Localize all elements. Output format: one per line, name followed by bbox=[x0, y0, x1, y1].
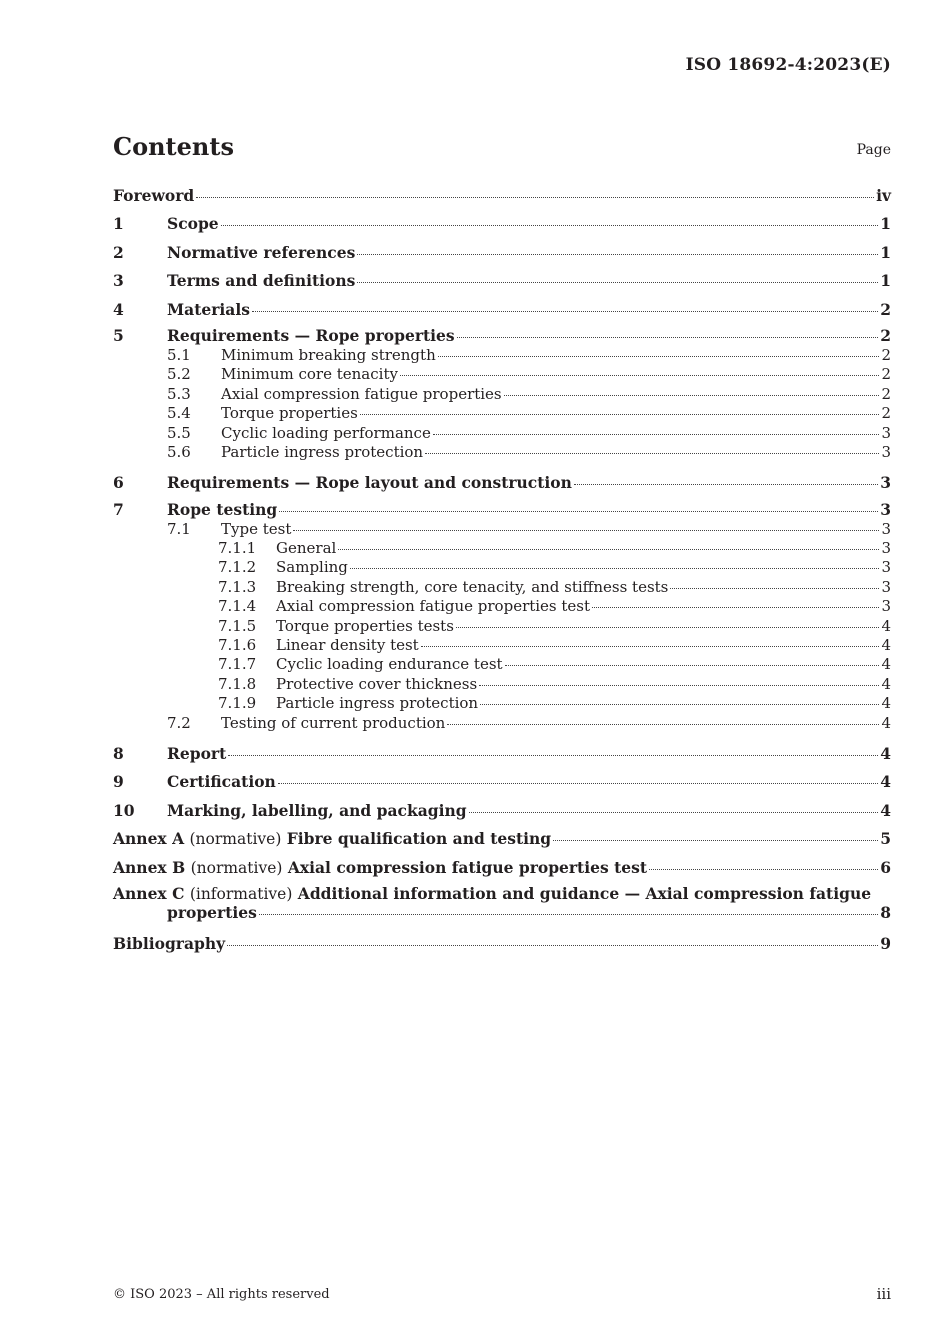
dot-leader bbox=[425, 453, 879, 454]
toc-entry-title-cont: properties bbox=[167, 903, 257, 923]
toc-entry-7-1-9[interactable] bbox=[113, 694, 891, 713]
page-column-label: Page bbox=[856, 142, 891, 158]
toc-entry-7-1-5[interactable] bbox=[113, 617, 891, 636]
toc-entry-page: 3 bbox=[880, 499, 891, 519]
toc-entry-title: Axial compression fatigue properties test bbox=[287, 857, 648, 877]
toc-entry-number: 7.1.1 bbox=[218, 539, 257, 558]
toc-entry-page: 4 bbox=[880, 800, 891, 820]
document-code: ISO 18692-4:2023(E) bbox=[685, 55, 891, 75]
annex-label bbox=[113, 856, 647, 880]
toc-entry-page: 4 bbox=[880, 743, 891, 763]
toc-entry-rope-testing[interactable] bbox=[113, 500, 891, 520]
dot-leader bbox=[221, 225, 879, 226]
toc-entry-number: 7.1.7 bbox=[218, 655, 257, 674]
toc-entry-number: 7 bbox=[113, 499, 124, 519]
toc-entry-number: 5.4 bbox=[167, 404, 191, 423]
toc-entry-title: Certification bbox=[167, 772, 276, 792]
toc-entry-page: 4 bbox=[881, 694, 891, 713]
toc-entry-number: 7.1 bbox=[167, 519, 191, 538]
annex-label bbox=[113, 827, 551, 851]
dot-leader bbox=[505, 665, 880, 666]
toc-entry-title: Sampling bbox=[276, 558, 348, 577]
toc-entry-page: 2 bbox=[881, 365, 891, 384]
toc-entry-number: 7.1.9 bbox=[218, 694, 257, 713]
toc-entry-number: 10 bbox=[113, 800, 135, 820]
toc-entry-page: 3 bbox=[881, 577, 891, 596]
dot-leader bbox=[293, 530, 879, 531]
toc-entry-title: Normative references bbox=[167, 242, 356, 262]
toc-entry-page: 4 bbox=[880, 772, 891, 792]
toc-entry-7-1-7[interactable] bbox=[113, 655, 891, 674]
toc-entry-title: Type test bbox=[221, 519, 292, 538]
toc-entry-title: Additional information and guidance — Axial compression fatigue bbox=[297, 883, 872, 903]
toc-entry-scope[interactable] bbox=[113, 212, 891, 240]
toc-entry-title: Cyclic loading performance bbox=[221, 423, 431, 442]
toc-entry-bibliography[interactable] bbox=[113, 932, 891, 960]
dot-leader bbox=[433, 434, 880, 435]
toc-entry-title: Report bbox=[167, 743, 227, 763]
toc-entry-7-1-1[interactable] bbox=[113, 539, 891, 558]
toc-entry-title: Foreword bbox=[113, 186, 195, 205]
dot-leader bbox=[479, 685, 879, 686]
dot-leader bbox=[457, 337, 879, 338]
toc-entry-7-1-8[interactable] bbox=[113, 675, 891, 694]
dot-leader bbox=[447, 724, 879, 725]
toc-entry-foreword[interactable] bbox=[113, 184, 891, 212]
toc-entry-materials[interactable] bbox=[113, 298, 891, 326]
dot-leader bbox=[670, 588, 879, 589]
dot-leader bbox=[480, 704, 879, 705]
dot-leader bbox=[252, 311, 878, 312]
toc-entry-number: 5 bbox=[113, 325, 124, 345]
toc-entry-page: 4 bbox=[881, 636, 891, 655]
toc-entry-title: Axial compression fatigue properties test bbox=[276, 597, 591, 616]
toc-entry-report[interactable] bbox=[113, 742, 891, 770]
toc-entry-number: 3 bbox=[113, 271, 124, 291]
toc-entry-7-1[interactable] bbox=[113, 520, 891, 539]
toc-entry-page: 2 bbox=[881, 404, 891, 423]
dot-leader bbox=[259, 914, 878, 915]
toc-entry-title: Scope bbox=[167, 214, 219, 234]
toc-entry-page: 1 bbox=[880, 242, 891, 262]
toc-entry-marking[interactable] bbox=[113, 799, 891, 827]
dot-leader bbox=[574, 484, 878, 485]
toc-entry-page: 4 bbox=[881, 616, 891, 635]
toc-entry-title: Bibliography bbox=[113, 933, 226, 953]
contents-title: Contents bbox=[113, 132, 234, 161]
toc-entry-number: 4 bbox=[113, 299, 124, 319]
toc-entry-annex-a[interactable] bbox=[113, 827, 891, 855]
toc-entry-title: Minimum breaking strength bbox=[221, 345, 436, 364]
toc-entry-title: Terms and definitions bbox=[167, 271, 356, 291]
toc-entry-title: Linear density test bbox=[276, 636, 419, 655]
toc-entry-number: 5.6 bbox=[167, 442, 191, 461]
toc-entry-number: 1 bbox=[113, 214, 124, 234]
toc-entry-page: 3 bbox=[881, 558, 891, 577]
dot-leader bbox=[357, 254, 878, 255]
toc-entry-title: Fibre qualification and testing bbox=[286, 829, 552, 849]
table-of-contents bbox=[113, 184, 891, 960]
toc-entry-number: 2 bbox=[113, 242, 124, 262]
toc-entry-title: Minimum core tenacity bbox=[221, 365, 398, 384]
toc-entry-5-3[interactable] bbox=[113, 385, 891, 404]
dot-leader bbox=[469, 812, 879, 813]
dot-leader bbox=[438, 356, 880, 357]
annex-kind: (informative) bbox=[189, 884, 293, 903]
toc-entry-title: Testing of current production bbox=[221, 713, 446, 732]
page-number: iii bbox=[876, 1285, 891, 1303]
toc-entry-number: 9 bbox=[113, 772, 124, 792]
dot-leader bbox=[228, 755, 878, 756]
toc-entry-title: Requirements — Rope layout and construction bbox=[167, 473, 572, 493]
toc-entry-title: Marking, labelling, and packaging bbox=[167, 800, 467, 820]
toc-entry-number: 7.1.2 bbox=[218, 558, 257, 577]
dot-leader bbox=[357, 282, 878, 283]
toc-entry-number: 7.1.8 bbox=[218, 674, 257, 693]
dot-leader bbox=[227, 945, 878, 946]
toc-entry-page: 2 bbox=[880, 299, 891, 319]
dot-leader bbox=[279, 511, 878, 512]
dot-leader bbox=[338, 549, 879, 550]
annex-kind: (normative) bbox=[189, 830, 282, 849]
copyright-notice: © ISO 2023 – All rights reserved bbox=[113, 1287, 330, 1302]
toc-entry-title: Rope testing bbox=[167, 499, 278, 519]
toc-entry-page: 3 bbox=[881, 423, 891, 442]
toc-entry-annex-c[interactable] bbox=[113, 884, 891, 932]
toc-entry-page: 1 bbox=[880, 271, 891, 291]
toc-entry-number: 8 bbox=[113, 743, 124, 763]
dot-leader bbox=[504, 395, 880, 396]
annex-tag: Annex B bbox=[113, 857, 186, 877]
toc-entry-page: 2 bbox=[881, 384, 891, 403]
dot-leader bbox=[592, 607, 879, 608]
toc-entry-page: 3 bbox=[880, 473, 891, 493]
toc-entry-page: 4 bbox=[881, 674, 891, 693]
toc-entry-number: 7.1.6 bbox=[218, 636, 257, 655]
toc-entry-terms-and-definitions[interactable] bbox=[113, 269, 891, 297]
toc-entry-number: 7.1.3 bbox=[218, 577, 257, 596]
toc-entry-number: 5.5 bbox=[167, 423, 191, 442]
toc-entry-page: 5 bbox=[880, 829, 891, 849]
contents-heading-row bbox=[113, 132, 891, 164]
dot-leader bbox=[456, 627, 880, 628]
dot-leader bbox=[360, 414, 880, 415]
toc-entry-5-4[interactable] bbox=[113, 404, 891, 423]
toc-entry-annex-b[interactable] bbox=[113, 856, 891, 884]
toc-entry-number: 7.1.5 bbox=[218, 616, 257, 635]
toc-entry-title: Protective cover thickness bbox=[276, 674, 478, 693]
toc-entry-page: 1 bbox=[880, 214, 891, 234]
toc-entry-page: iv bbox=[876, 186, 891, 205]
toc-entry-number: 6 bbox=[113, 473, 124, 493]
dot-leader bbox=[553, 840, 878, 841]
toc-entry-title: General bbox=[276, 539, 337, 558]
toc-entry-rope-layout[interactable] bbox=[113, 471, 891, 499]
toc-entry-title: Axial compression fatigue properties bbox=[221, 384, 502, 403]
toc-entry-title: Torque properties tests bbox=[276, 616, 454, 635]
toc-entry-title: Particle ingress protection bbox=[221, 442, 424, 461]
toc-entry-title: Breaking strength, core tenacity, and stiffness tests bbox=[276, 577, 669, 596]
toc-entry-certification[interactable] bbox=[113, 770, 891, 798]
toc-entry-title: Particle ingress protection bbox=[276, 694, 479, 713]
toc-entry-page: 6 bbox=[880, 857, 891, 877]
toc-entry-number: 7.1.4 bbox=[218, 597, 257, 616]
toc-entry-page: 9 bbox=[880, 933, 891, 953]
toc-entry-page: 2 bbox=[880, 325, 891, 345]
toc-entry-5-6[interactable] bbox=[113, 443, 891, 462]
toc-entry-page: 3 bbox=[881, 442, 891, 461]
toc-entry-page: 2 bbox=[881, 345, 891, 364]
dot-leader bbox=[400, 375, 880, 376]
dot-leader bbox=[196, 197, 874, 198]
toc-entry-7-1-4[interactable] bbox=[113, 597, 891, 616]
toc-entry-7-1-3[interactable] bbox=[113, 578, 891, 597]
toc-entry-7-2[interactable] bbox=[113, 714, 891, 733]
toc-entry-page: 3 bbox=[881, 519, 891, 538]
annex-tag: Annex A bbox=[113, 829, 185, 849]
toc-entry-7-1-2[interactable] bbox=[113, 558, 891, 577]
toc-entry-page: 4 bbox=[881, 655, 891, 674]
toc-entry-number: 7.2 bbox=[167, 713, 191, 732]
toc-entry-7-1-6[interactable] bbox=[113, 636, 891, 655]
annex-title-continuation bbox=[113, 903, 891, 923]
annex-kind: (normative) bbox=[190, 858, 283, 877]
toc-entry-number: 5.1 bbox=[167, 345, 191, 364]
toc-entry-page: 3 bbox=[881, 539, 891, 558]
toc-entry-normative-references[interactable] bbox=[113, 241, 891, 269]
toc-entry-number: 5.3 bbox=[167, 384, 191, 403]
dot-leader bbox=[278, 783, 878, 784]
toc-entry-title: Requirements — Rope properties bbox=[167, 325, 455, 345]
toc-entry-title: Cyclic loading endurance test bbox=[276, 655, 503, 674]
annex-tag: Annex C bbox=[113, 883, 185, 903]
toc-entry-rope-properties[interactable] bbox=[113, 326, 891, 346]
toc-entry-page: 4 bbox=[881, 713, 891, 732]
toc-entry-number: 5.2 bbox=[167, 365, 191, 384]
toc-entry-page: 8 bbox=[880, 903, 891, 923]
toc-entry-title: Materials bbox=[167, 299, 250, 319]
dot-leader bbox=[350, 568, 880, 569]
toc-entry-5-2[interactable] bbox=[113, 365, 891, 384]
dot-leader bbox=[421, 646, 880, 647]
toc-entry-page: 3 bbox=[881, 597, 891, 616]
dot-leader bbox=[649, 869, 878, 870]
annex-label bbox=[113, 884, 891, 904]
toc-entry-title: Torque properties bbox=[221, 404, 358, 423]
toc-entry-5-5[interactable] bbox=[113, 424, 891, 443]
toc-entry-5-1[interactable] bbox=[113, 346, 891, 365]
